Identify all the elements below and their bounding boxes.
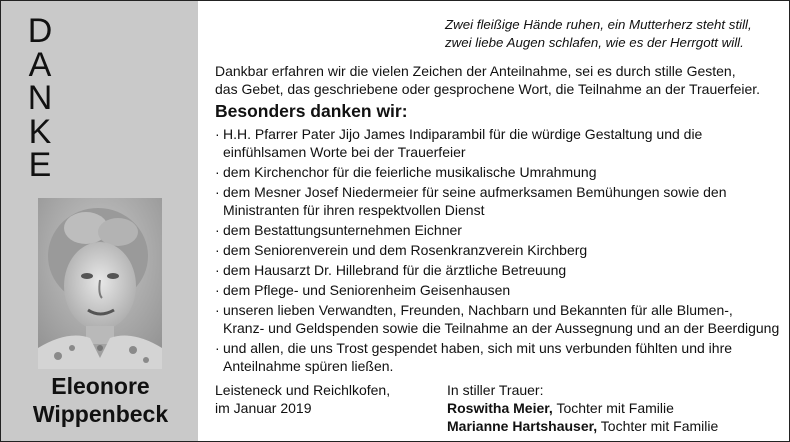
thanks-item-line: Ministranten für ihren respektvollen Dienst [223,202,485,218]
thanks-item [215,301,779,337]
thanks-item-line: einfühlsamen Worte bei der Trauerfeier [223,144,466,160]
intro-line: Dankbar erfahren wir die vielen Zeichen der Anteilnahme, sei es durch stille Gesten, [215,63,736,79]
thanks-item-line: · dem Hausarzt Dr. Hillebrand für die ärztliche Betreuung [223,262,567,278]
mourner-relation: Tochter mit Familie [552,400,674,416]
deceased-first-name: Eleonore [51,373,150,399]
mourning-label: In stiller Trauer: [447,382,544,398]
thanks-item [215,125,779,161]
thanks-item-line: · dem Seniorenverein und dem Rosenkranzverein Kirchberg [223,242,588,258]
thanks-item-line: · unseren lieben Verwandten, Freunden, Nachbarn und Bekannten für alle Blumen-, [223,302,733,318]
danke-letter: K [28,112,52,151]
intro-line: das Gebet, das geschriebene oder gesprochene Wort, die Teilnahme an der Trauerfeier. [215,81,761,97]
memorial-quote [445,16,752,52]
danke-vertical-heading [23,12,57,184]
thanks-item [215,339,779,375]
portrait-photo [38,198,162,369]
intro-paragraph [215,62,760,98]
thanks-list [215,125,779,377]
danke-letter: N [27,79,53,117]
mourner-relation: Tochter mit Familie [597,418,719,434]
thanks-item-line: · dem Kirchenchor für die feierliche musikalische Umrahmung [223,164,597,180]
mourners [447,381,718,435]
danke-letter: A [28,45,52,84]
thanks-heading: Besonders danken wir: [215,101,408,121]
place-date [215,381,390,417]
thanks-item [215,281,779,299]
place-text: Leisteneck und Reichlkofen, [215,382,391,398]
deceased-last-name: Wippenbeck [32,401,169,427]
thanks-item [215,241,779,259]
mourner-name: Roswitha Meier, [447,400,553,416]
mourner-line [447,417,718,435]
danke-letter: E [28,146,52,184]
mourner-line [447,399,718,417]
thanks-item [215,221,779,239]
thanks-item [215,163,779,181]
thanks-item-line: Kranz- und Geldspenden sowie die Teilnahme an der Aussegnung und an der Beerdigung [223,320,780,336]
danke-letter: D [27,12,53,50]
thanks-item-line: · und allen, die uns Trost gespendet haben, sich mit uns verbunden fühlten und ihre [223,340,733,356]
thanks-item-line: Anteilnahme spüren ließen. [223,358,394,374]
date-text: im Januar 2019 [215,400,312,416]
mourner-name: Marianne Hartshauser, [447,418,598,434]
sidebar [1,1,198,441]
quote-line: Zwei fleißige Hände ruhen, ein Mutterherz steht still, [445,17,752,32]
quote-line: zwei liebe Augen schlafen, wie es der Herrgott will. [445,35,744,50]
thanks-item-line: · dem Mesner Josef Niedermeier für seine aufmerksamen Bemühungen sowie den [223,184,727,200]
thanks-item-line: · H.H. Pfarrer Pater Jijo James Indiparambil für die würdige Gestaltung und die [223,126,703,142]
thanks-item [215,261,779,279]
thanks-item [215,183,779,219]
thanks-item-line: · dem Bestattungsunternehmen Eichner [223,222,462,238]
thanks-item-line: · dem Pflege- und Seniorenheim Geisenhausen [223,282,511,298]
